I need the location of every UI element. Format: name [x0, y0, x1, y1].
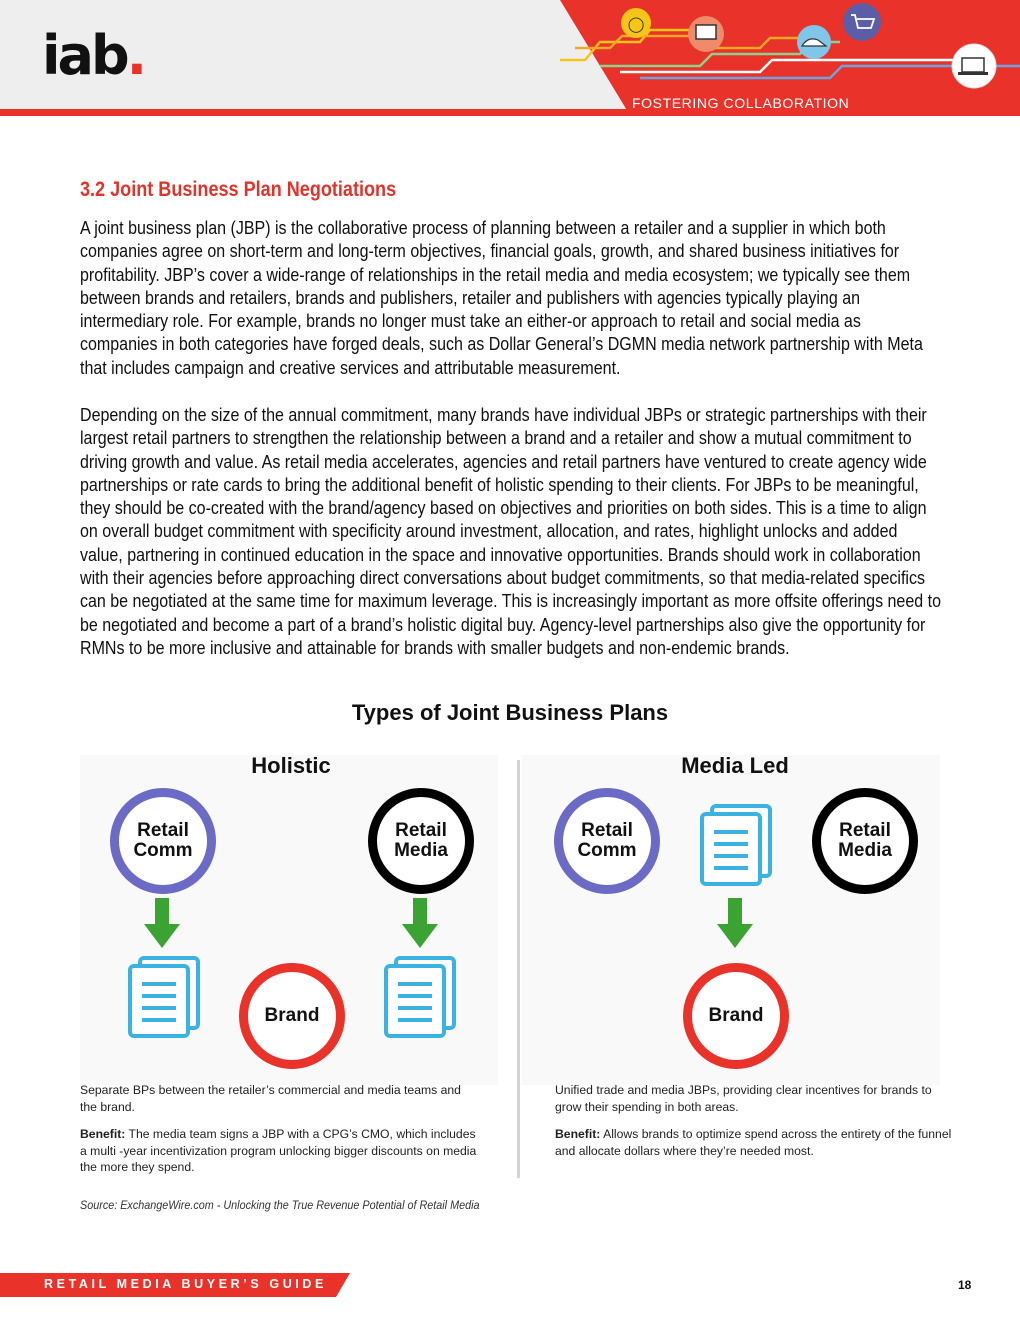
figure-title: Types of Joint Business Plans [351, 700, 669, 725]
media-led-brand-circle: Brand [683, 963, 789, 1069]
holistic-arrow-left [144, 898, 180, 948]
holistic-description: Separate BPs between the retailer’s commercial and media teams and the brand. [80, 1083, 461, 1114]
holistic-document-icon-right [386, 958, 454, 1036]
holistic-benefit [80, 1126, 480, 1176]
media-led-description: Unified trade and media JBPs, providing clear incentives for brands to grow their spending in both areas. [555, 1083, 932, 1114]
figure-source: Source: ExchangeWire.com - Unlocking the True Revenue Potential of Retail Media [80, 1198, 480, 1212]
holistic-title: Holistic [251, 753, 331, 778]
holistic-benefit-text: The media team signs a JBP with a CPG’s CMO, which includes a multi -year incentivization program unlocking bigger discounts on media the more they spend. [80, 1127, 477, 1174]
iab-logo: iab. [42, 24, 145, 87]
svg-text:◯: ◯ [627, 15, 645, 33]
media-led-benefit-text: Allows brands to optimize spend across the entirety of the funnel and allocate dollars where they’re needed most. [555, 1127, 952, 1158]
holistic-brand-circle: Brand [239, 963, 345, 1069]
footer-guide-label: RETAIL MEDIA BUYER’S GUIDE [44, 1277, 327, 1291]
header-tagline: FOSTERING COLLABORATION [632, 95, 850, 111]
media-led-retail-media-circle: Retail Media [812, 788, 918, 894]
section-title: 3.2 Joint Business Plan Negotiations [80, 178, 397, 201]
paragraph-jbp-commitment: Depending on the size of the annual commitment, many brands have individual JBPs or strategic partnerships with their largest retail partners to strengthen the relationship between a brand and a retailer and show a mutual commitment to driving growth and value. As retail media accelerates, agencies and retail partners have ventured to create agency wide partnerships or rate cards to bring the additional benefit of holistic spending to their clients. For JBPs to be meaningful, they should be co-created with the brand/agency based on objectives and priorities on both sides. This is a time to align on overall budget commitment with specificity around investment, allocation, and rates, highlight unlocks and added value, partnering in continued education in the space and innovative opportunities. Brands should work in collaboration with their agencies before approaching direct conversations about budget commitments, so that media-related specifics can be negotiated at the same time for maximum leverage. This is increasingly important as more offsite offerings need to be negotiated and become a part of a brand’s holistic digital buy. Agency-level partnerships also give the opportunity for RMNs to be more inclusive and attainable for brands with smaller budgets and non-endemic brands. [80, 404, 941, 658]
holistic-retail-media-circle: Retail Media [368, 788, 474, 894]
media-led-retail-comm-circle: Retail Comm [554, 788, 660, 894]
holistic-arrow-right [402, 898, 438, 948]
media-led-document-icon [702, 806, 770, 884]
media-led-benefit [555, 1126, 955, 1159]
holistic-document-icon-left [130, 958, 198, 1036]
paragraph-jbp-definition: A joint business plan (JBP) is the collaborative process of planning between a retailer and a supplier in which both companies agree on short-term and long-term objectives, financial goals, growth, and shared business initiatives for profitability. JBP’s cover a wide-range of relationships in the retail media and media ecosystem; we typically see them between brands and retailers, brands and publishers, retailer and publishers with agencies typically playing an intermediary role. For example, brands no longer must take an either-or approach to retail and social media as companies in both categories have forged deals, such as Dollar General’s DGMN media network partnership with Meta that includes campaign and creative services and attributable measurement. [80, 217, 923, 378]
holistic-benefit-label: Benefit: [80, 1127, 126, 1141]
media-led-title: Media Led [681, 753, 789, 778]
media-led-benefit-label: Benefit: [555, 1127, 601, 1141]
media-led-arrow [717, 898, 753, 948]
holistic-retail-comm-circle: Retail Comm [110, 788, 216, 894]
page-number: 18 [958, 1278, 972, 1292]
